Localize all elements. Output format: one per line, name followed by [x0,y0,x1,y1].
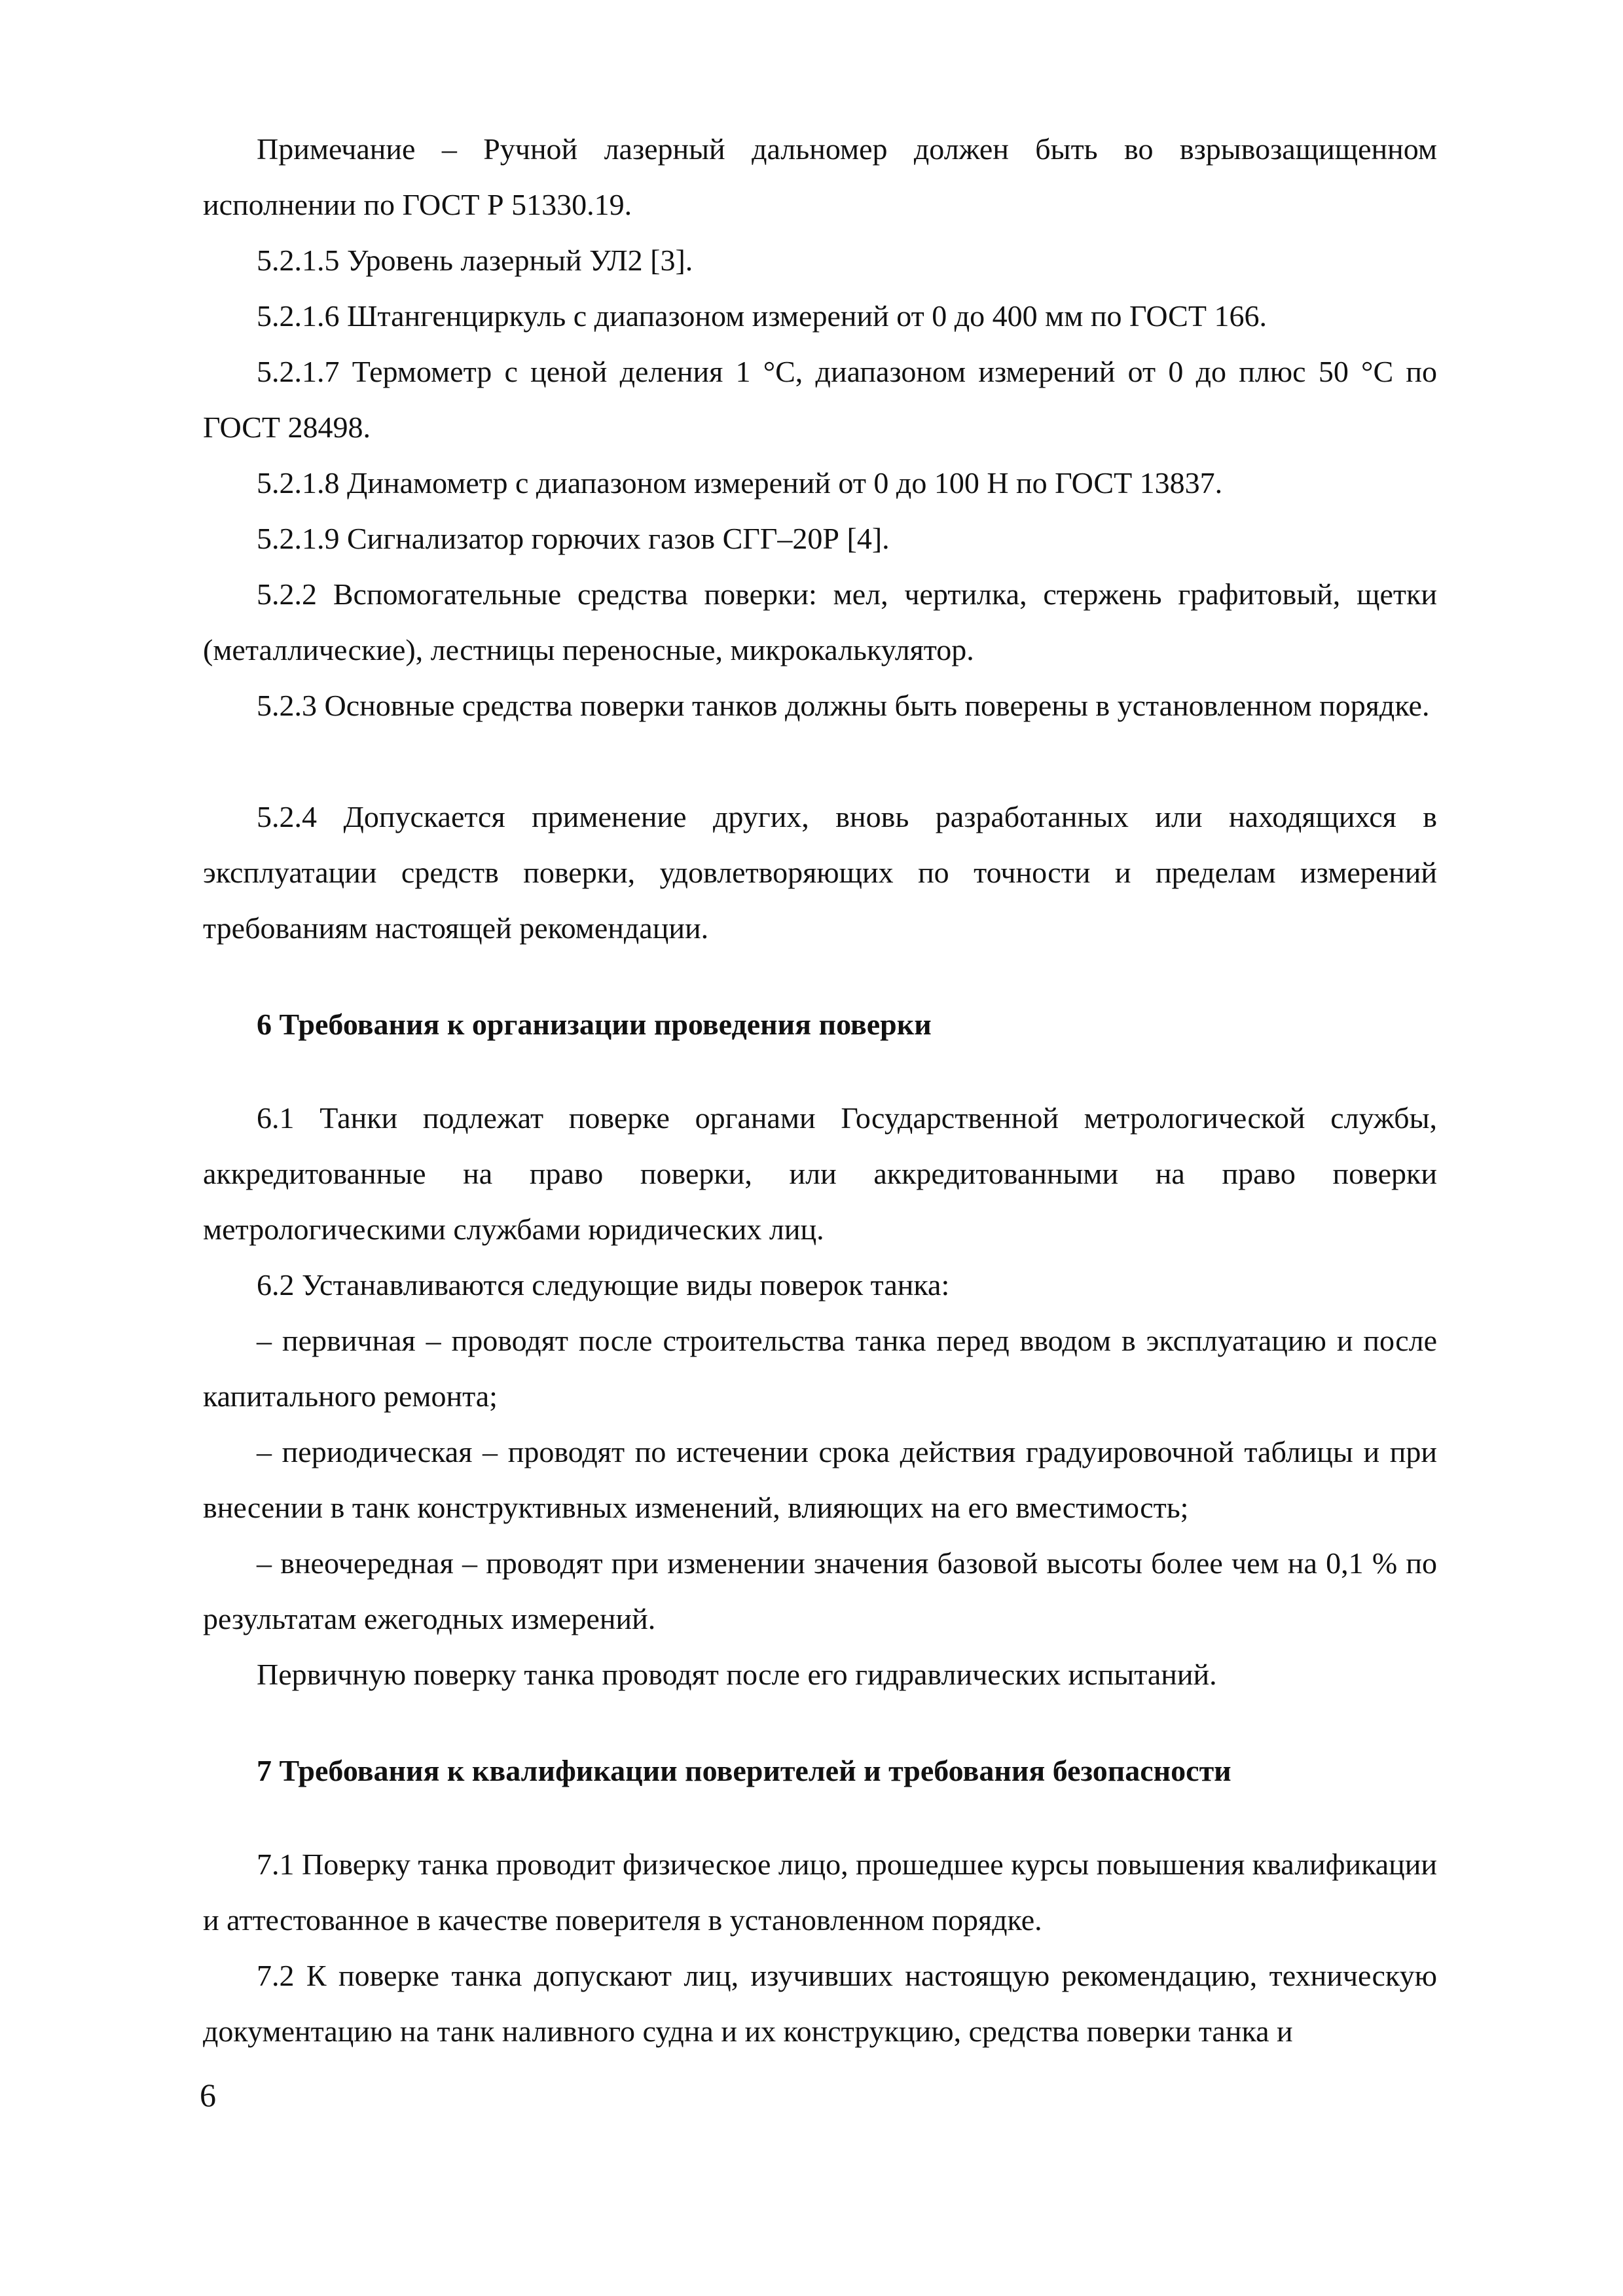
dash-item-periodic: – периодическая – проводят по истечении срока действия градуировочной таблицы и при внесении в танк конструктивных изменений, влияющих на его вместимость; [203,1435,1437,1524]
paragraph-5-2-1-8: 5.2.1.8 Динамометр с диапазоном измерений от 0 до 100 Н по ГОСТ 13837. [257,466,1223,500]
paragraph-5-2-1-7: 5.2.1.7 Термометр с ценой деления 1 °С, диапазоном измерений от 0 до плюс 50 °С по ГОСТ 28498. [203,355,1437,444]
page-number: 6 [200,2077,216,2113]
paragraph-5-2-1-6: 5.2.1.6 Штангенциркуль с диапазоном измерений от 0 до 400 мм по ГОСТ 166. [257,299,1267,333]
paragraph-7-1: 7.1 Поверку танка проводит физическое лицо, прошедшее курсы повышения квалификации и аттестованное в качестве поверителя в установленном порядке. [203,1848,1437,1937]
paragraph-5-2-1-5: 5.2.1.5 Уровень лазерный УЛ2 [3]. [257,244,693,277]
paragraph-5-2-3: 5.2.3 Основные средства поверки танков должны быть поверены в установленном порядке. [257,689,1430,722]
section-6-heading: 6 Требования к организации проведения поверки [257,1008,932,1041]
paragraph-5-2-4: 5.2.4 Допускается применение других, вновь разработанных или находящихся в эксплуатации средств поверки, удовлетворяющих по точности и пределам измерений требованиям настоящей рекомендации. [203,800,1437,945]
paragraph-5-2-2: 5.2.2 Вспомогательные средства поверки: мел, чертилка, стержень графитовый, щетки (металлические), лестницы переносные, микрокалькулятор. [203,577,1437,666]
paragraph-6-2: 6.2 Устанавливаются следующие виды поверок танка: [257,1268,950,1302]
section-7-heading: 7 Требования к квалификации поверителей и требования безопасности [257,1754,1231,1787]
paragraph-5-2-1-9: 5.2.1.9 Сигнализатор горючих газов СГГ–20Р [4]. [257,522,890,555]
paragraph-primary-verification: Первичную поверку танка проводят после его гидравлических испытаний. [257,1658,1217,1691]
paragraph-7-2: 7.2 К поверке танка допускают лиц, изучивших настоящую рекомендацию, техническую документацию на танк наливного судна и их конструкцию, средства поверки танка и [203,1959,1437,2048]
dash-item-primary: – первичная – проводят после строительства танка перед вводом в эксплуатацию и после капитального ремонта; [203,1324,1437,1413]
note-paragraph: Примечание – Ручной лазерный дальномер должен быть во взрывозащищенном исполнении по ГОСТ Р 51330.19. [203,132,1437,221]
dash-item-extraordinary: – внеочередная – проводят при изменении значения базовой высоты более чем на 0,1 % по результатам ежегодных измерений. [203,1546,1437,1635]
paragraph-6-1: 6.1 Танки подлежат поверке органами Государственной метрологической службы, аккредитованные на право поверки, или аккредитованными на право поверки метрологическими службами юридических лиц. [203,1101,1437,1246]
